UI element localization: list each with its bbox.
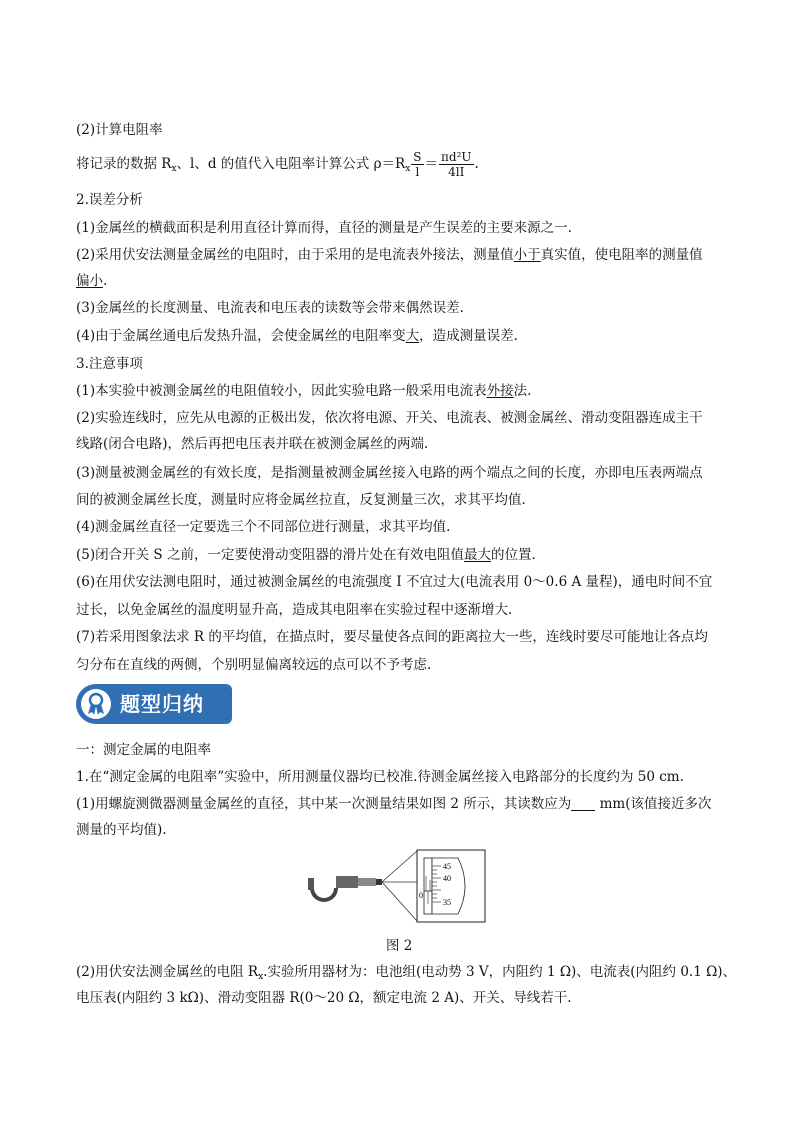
question-1-part1-cont: 测量的平均值). xyxy=(76,822,167,838)
error-heading: 2.误差分析 xyxy=(76,192,143,208)
answer-underline: 外接 xyxy=(486,383,514,399)
scale-label-40: 40 xyxy=(443,874,451,883)
banner-title: 题型归纳 xyxy=(120,692,204,716)
section-banner xyxy=(76,684,232,724)
calc-heading: (2)计算电阻率 xyxy=(76,122,163,138)
equals-sign: ＝ xyxy=(424,156,439,172)
zoom-line-bottom xyxy=(382,882,417,921)
error-p3: (3)金属丝的长度测量、电流表和电压表的读数等会带来偶然误差. xyxy=(76,300,464,316)
award-ribbon-icon xyxy=(80,688,112,720)
error-p2-cont: 偏小. xyxy=(76,273,108,289)
note-7-line1: (7)若采用图象法求 R 的平均值，在描点时，要尽量使各点间的距离拉大一些，连线时要尽可能地让各点均 xyxy=(76,629,708,645)
note-3-line2: 间的被测金属丝长度，测量时应将金属丝拉直，反复测量三次，求其平均值. xyxy=(76,492,526,508)
period: . xyxy=(474,156,479,172)
answer-blank xyxy=(571,796,595,811)
note-3-line1: (3)测量被测金属丝的有效长度，是指测量被测金属丝接入电路的两个端点之间的长度，亦即电压表两端点 xyxy=(76,465,703,481)
sleeve xyxy=(424,858,432,914)
subscript-x: x xyxy=(405,164,411,174)
note-2-line2: 线路(闭合电路)，然后再把电压表并联在被测金属丝的两端. xyxy=(76,436,429,452)
section-heading: 一：测定金属的电阻率 xyxy=(76,742,211,758)
scale-label-0: 0 xyxy=(419,891,423,900)
micrometer-figure xyxy=(300,846,490,926)
subscript-x: x xyxy=(171,164,177,174)
answer-underline: 偏小 xyxy=(76,273,103,289)
question-1-part1: (1)用螺旋测微器测量金属丝的直径，其中某一次测量结果如图 2 所示，其读数应为 mm(该值接近多次 xyxy=(76,796,712,812)
answer-underline: 最大 xyxy=(463,547,491,563)
fraction-s-over-l: $\frac{S}{l}$ xyxy=(413,150,422,179)
note-6-line2: 过长，以免金属丝的温度明显升高，造成其电阻率在实验过程中逐渐增大. xyxy=(76,602,513,618)
scale-label-35: 35 xyxy=(443,898,451,907)
micrometer-device xyxy=(308,876,417,902)
error-p1: (1)金属丝的横截面积是利用直径计算而得，直径的测量是产生误差的主要来源之一. xyxy=(76,220,572,236)
note-7-line2: 匀分布在直线的两侧，个别明显偏离较远的点可以不予考虑. xyxy=(76,657,432,673)
question-1-part2-cont: 电压表(内阻约 3 kΩ)、滑动变阻器 R(0～20 Ω，额定电流 2 A)、开关、导线若干. xyxy=(76,990,572,1006)
question-1: 1.在“测定金属的电阻率”实验中，所用测量仪器均已校准.待测金属丝接入电路部分的长度约为 50 cm. xyxy=(76,769,684,785)
zoom-line-top xyxy=(382,851,417,882)
calc-text-before: 将记录的数据 R xyxy=(76,156,172,172)
error-p4: (4)由于金属丝通电后发热升温，会使金属丝的电阻率变大，造成测量误差. xyxy=(76,328,518,344)
note-1: (1)本实验中被测金属丝的电阻值较小，因此实验电路一般采用电流表外接法. xyxy=(76,383,532,399)
notes-heading: 3.注意事项 xyxy=(76,356,143,372)
fraction-resistivity: $\frac{\text{πd²U}}{4lI}$ xyxy=(441,150,472,179)
note-5: (5)闭合开关 S 之前，一定要使滑动变阻器的滑片处在有效电阻值最大的位置. xyxy=(76,547,536,563)
answer-underline: 大 xyxy=(405,328,420,344)
note-2-line1: (2)实验连线时，应先从电源的正极出发，依次将电源、开关、电流表、被测金属丝、滑动变阻器连成主干 xyxy=(76,410,703,426)
answer-underline: 小于 xyxy=(513,247,541,263)
subscript-x: x xyxy=(258,972,264,982)
question-1-part2: (2)用伏安法测金属丝的电阻 $R_x$.实验所用器材为：电池组(电动势 3 V，内阻约 1 Ω)、电流表(内阻约 0.1 Ω)、 xyxy=(76,964,737,982)
note-6-line1: (6)在用伏安法测电阻时，通过被测金属丝的电流强度 I 不宜过大(电流表用 0～0.6 A 量程)，通电时间不宜 xyxy=(76,574,713,590)
figure-caption: 图 2 xyxy=(386,938,413,954)
scale-label-45: 45 xyxy=(443,862,451,871)
calc-text-mid: 、l、d 的值代入电阻率计算公式 ρ＝R xyxy=(176,156,406,172)
note-4: (4)测金属丝直径一定要选三个不同部位进行测量，求其平均值. xyxy=(76,519,451,535)
error-p2: (2)采用伏安法测量金属丝的电阻时，由于采用的是电流表外接法，测量值小于真实值，使电阻率的测量值 xyxy=(76,247,703,263)
calc-formula-line xyxy=(76,150,479,179)
